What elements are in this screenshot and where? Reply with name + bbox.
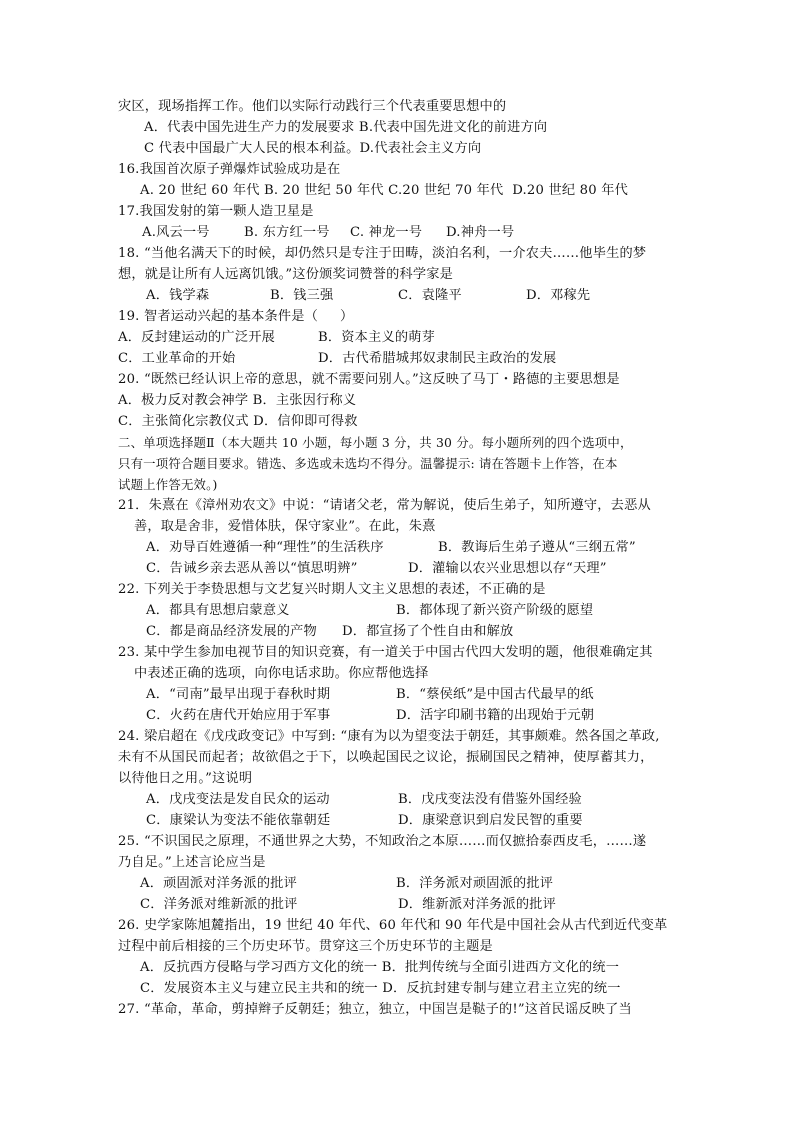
q24-options-cd xyxy=(0,811,794,831)
q25-options-cd xyxy=(0,895,794,915)
q17-option-c: C. 神龙一号 xyxy=(350,225,423,240)
q20-stem: 20. “既然已经认识上帝的意思，就不需要问别人。”这反映了马丁・路德的主要思想是 xyxy=(118,372,620,387)
q27-stem: 27. “革命，革命，剪掉辫子反朝廷；独立，独立，中国岂是鞑子的!”这首民谣反映了当 xyxy=(118,1002,632,1017)
q25-stem-1: 25. “不识国民之原理，不通世界之大势，不知政治之本原……而仅摭拾泰西皮毛，……遂 xyxy=(118,834,647,849)
q23-option-d: D．活字印刷书籍的出现始于元朝 xyxy=(396,708,595,723)
q19-option-d: D．古代希腊城邦奴隶制民主政治的发展 xyxy=(318,351,557,366)
q19-option-c: C．工业革命的开始 xyxy=(118,351,236,366)
q21-stem-1: 21．朱熹在《漳州劝农文》中说：“请诸父老，常为解说，使后生弟子，知所遵守，去恶从 xyxy=(118,498,651,513)
q24-option-b: B．戊戌变法没有借鉴外国经验 xyxy=(398,792,582,807)
q23-stem-1: 23. 某中学生参加电视节目的知识竞赛，有一道关于中国古代四大发明的题，他很难确定其 xyxy=(118,645,653,660)
q18-option-d: D．邓稼先 xyxy=(526,288,591,303)
q23-option-a: A．“司南”最早出现于春秋时期 xyxy=(146,687,331,702)
q20-options-cd: C．主张简化宗教仪式 D．信仰即可得救 xyxy=(118,414,358,429)
q23-stem-2: 中表述正确的选项，向你电话求助。你应帮他选择 xyxy=(134,666,429,681)
q18-option-a: A．钱学森 xyxy=(146,288,210,303)
q26-options-ab: A．反抗西方侵略与学习西方文化的统一 B．批判传统与全面引进西方文化的统一 xyxy=(140,960,620,975)
q21-option-a: A．劝导百姓遵循一种“理性”的生活秩序 xyxy=(146,540,384,555)
q21-option-c: C．告诫乡亲去恶从善以“慎思明辨” xyxy=(146,561,358,576)
q15-option-cd: C 代表中国最广大人民的根本利益。D.代表社会主义方向 xyxy=(144,141,482,156)
q22-option-b: B．都体现了新兴资产阶级的愿望 xyxy=(396,603,594,618)
q21-options-ab xyxy=(0,538,794,558)
q25-option-b: B．洋务派对顽固派的批评 xyxy=(396,876,554,891)
q18-stem-1: 18. “当他名满天下的时候，却仍然只是专注于田畴，淡泊名利，一介农夫……他毕生的梦 xyxy=(118,246,647,261)
q19-option-b: B．资本主义的萌芽 xyxy=(318,330,435,345)
q16-stem: 16.我国首次原子弹爆炸试验成功是在 xyxy=(118,162,341,177)
q22-option-c: C．都是商品经济发展的产物 xyxy=(146,624,317,639)
q24-stem-2: 未有不从国民而起者；故欲倡之于下，以唤起国民之议论，振刷国民之精神，使厚蓄其力， xyxy=(118,750,654,765)
section2-heading-1: 二、单项选择题Ⅱ（本大题共 10 小题，每小题 3 分，共 30 分。每小题所列的四个选项中， xyxy=(118,435,633,450)
q24-stem-1: 24. 梁启超在《戊戌政变记》中写到: “康有为以为望变法于朝廷，其事颇难。然各国之革政, xyxy=(118,729,660,744)
q23-options-ab xyxy=(0,685,794,705)
q24-option-d: D．康梁意识到启发民智的重要 xyxy=(398,813,583,828)
q26-stem-1: 26. 史学家陈旭麓指出，19 世纪 40 年代、60 年代和 90 年代是中国社会从古代到近代变革 xyxy=(118,918,668,933)
q25-option-a: A．顽固派对洋务派的批评 xyxy=(140,876,297,891)
q21-option-b: B．教诲后生弟子遵从“三纲五常” xyxy=(438,540,636,555)
q25-stem-2: 乃自足。”上述言论应当是 xyxy=(118,855,266,870)
q15-option-ab: A．代表中国先进生产力的发展要求 B.代表中国先进文化的前进方向 xyxy=(144,120,548,135)
q17-option-d: D.神舟一号 xyxy=(446,225,515,240)
q22-options-ab xyxy=(0,601,794,621)
q16-options: A. 20 世纪 60 年代 B. 20 世纪 50 年代 C.20 世纪 70 年代 D.20 世纪 80 年代 xyxy=(140,183,629,198)
q25-option-c: C．洋务派对维新派的批评 xyxy=(140,897,298,912)
q24-options-ab xyxy=(0,790,794,810)
q23-option-b: B．“蔡侯纸”是中国古代最早的纸 xyxy=(396,687,594,702)
q26-stem-2: 过程中前后相接的三个历史环节。贯穿这三个历史环节的主题是 xyxy=(118,939,493,954)
q22-option-a: A．都具有思想启蒙意义 xyxy=(146,603,290,618)
q23-option-c: C．火药在唐代开始应用于军事 xyxy=(146,708,331,723)
q19-option-a: A．反封建运动的广泛开展 xyxy=(118,330,275,345)
q18-stem-2: 想，就是让所有人远离饥饿。”这份颁奖词赞誉的科学家是 xyxy=(118,267,454,282)
q18-option-c: C．袁隆平 xyxy=(398,288,462,303)
intro-line: 灾区，现场指挥工作。他们以实际行动践行三个代表重要思想中的 xyxy=(118,99,507,114)
q22-option-d: D．都宣扬了个性自由和解放 xyxy=(342,624,514,639)
q24-option-c: C．康梁认为变法不能依靠朝廷 xyxy=(146,813,331,828)
q18-options xyxy=(0,286,794,306)
q23-options-cd xyxy=(0,706,794,726)
q21-stem-2: 善，取是舍非，爱惜体肤，保守家业”。在此，朱熹 xyxy=(134,519,436,534)
q17-options xyxy=(0,223,794,243)
q25-options-ab xyxy=(0,874,794,894)
q24-stem-3: 以待他日之用。”这说明 xyxy=(118,771,253,786)
q18-option-b: B．钱三强 xyxy=(270,288,334,303)
q19-stem: 19. 智者运动兴起的基本条件是（ ） xyxy=(118,309,354,324)
q17-stem: 17.我国发射的第一颗人造卫星是 xyxy=(118,204,314,219)
q22-options-cd xyxy=(0,622,794,642)
q25-option-d: D．维新派对洋务派的批评 xyxy=(398,897,557,912)
q20-options-ab: A．极力反对教会神学 B．主张因行称义 xyxy=(118,393,357,408)
q24-option-a: A．戊戌变法是发自民众的运动 xyxy=(146,792,330,807)
q17-option-b: B. 东方红一号 xyxy=(244,225,330,240)
q21-option-d: D．灌输以农兴业思想以存“天理” xyxy=(408,561,607,576)
q26-options-cd: C．发展资本主义与建立民主共和的统一 D．反抗封建专制与建立君主立宪的统一 xyxy=(140,981,621,996)
q19-options-ab xyxy=(0,328,794,348)
q17-option-a: A.风云一号 xyxy=(142,225,210,240)
section2-heading-2: 只有一项符合题目要求。错选、多选或未选均不得分。温馨提示: 请在答题卡上作答，在本 xyxy=(118,456,618,471)
q22-stem: 22. 下列关于李贽思想与文艺复兴时期人文主义思想的表述，不正确的是 xyxy=(118,582,546,597)
q21-options-cd xyxy=(0,559,794,579)
q19-options-cd xyxy=(0,349,794,369)
section2-heading-3: 试题上作答无效。) xyxy=(118,477,218,492)
